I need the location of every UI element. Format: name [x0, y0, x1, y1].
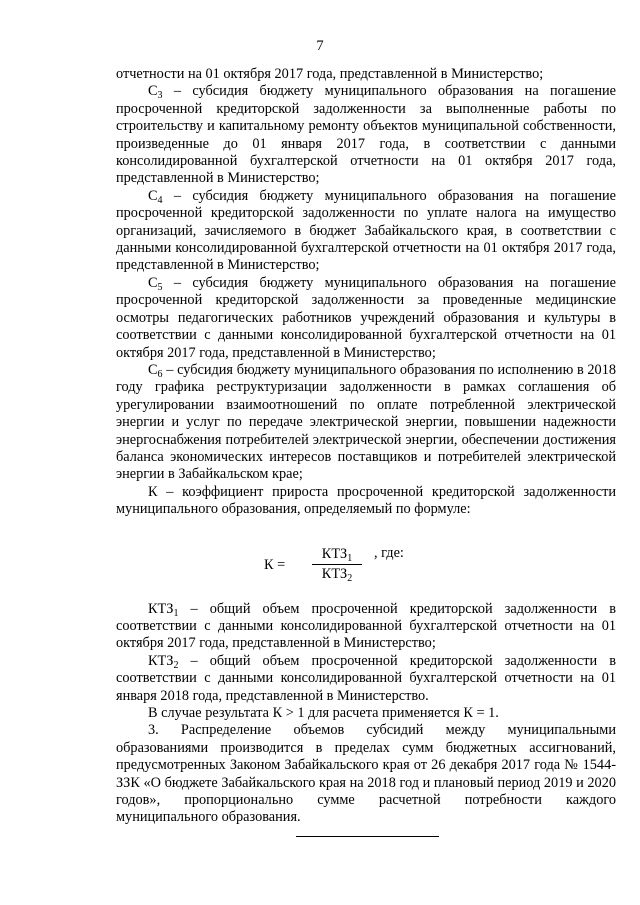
- symbol: С: [148, 274, 158, 291]
- paragraph-c4: $С_4$ – субсидия бюджету муниципального образования на погашение просроченной кредиторской задолженности по уплате налога на имущество организаций, зачисляемого в бюджет Забайкальского края, в соответствии с данными консолидированной бухгалтерской отчетности на 01 октября 2017 года, представленной в Министерство;: [116, 187, 617, 274]
- symbol: С: [148, 361, 158, 378]
- paragraph-k-definition: К – коэффициент прироста просроченной кредиторской задолженности муниципального образования, определяемый по формуле:: [116, 483, 616, 518]
- symbol: С: [148, 83, 158, 100]
- document-body: [116, 66, 616, 827]
- paragraph-c6: $С_6$ – субсидия бюджету муниципального образования по исполнению в 2018 году графика реструктуризации задолженности в рамках соглашения об урегулировании взаимоотношений по оплате потребленной электрической энергии и услуг по передаче электрической энергии, повышении надежности энергоснабжения потребителей электрической энергии, обеспечении достижения баланса экономических интересов поставщиков и потребителей электрической энергии в Забайкальском крае;: [116, 361, 616, 483]
- paragraph-k-limit: В случае результата К > 1 для расчета применяется К = 1.: [148, 705, 499, 721]
- formula-lhs: К =: [264, 556, 286, 573]
- symbol: КТЗ: [148, 600, 174, 617]
- formula-where: , где:: [374, 544, 404, 561]
- paragraph-ktz2: $КТЗ_2$ – общий объем просроченной кредиторской задолженности в соответствии с данными консолидированной бухгалтерской отчетности на 01 января 2018 года, представленной в Министерство.: [116, 652, 616, 704]
- page-number: 7: [316, 38, 324, 54]
- paragraph-c5: $С_5$ – субсидия бюджету муниципального образования на погашение просроченной кредиторской задолженности за проведенные медицинские осмотры педагогических работников учреждений образования и культуры в соответствии с данными консолидированной бухгалтерской отчетности на 01 октября 2017 года, представленной в Министерство;: [116, 274, 617, 361]
- formula-fraction: [312, 546, 362, 584]
- paragraph: отчетности на 01 октября 2017 года, представленной в Министерство;: [116, 66, 544, 82]
- symbol: С: [148, 187, 158, 204]
- paragraph-c3: $С_3$ – субсидия бюджету муниципального образования на погашение просроченной кредиторской задолженности за выполненные работы по строительству и капитальному ремонту объектов муниципальной собственности, произведенные до 01 января 2017 года, в соответствии с данными консолидированной бухгалтерской отчетности на 01 октября 2017 года, представленной в Министерство;: [116, 83, 617, 187]
- symbol: КТЗ: [148, 652, 174, 669]
- formula-numerator: $КТЗ_1$: [312, 546, 362, 565]
- formula: [116, 523, 616, 601]
- end-divider: [296, 836, 439, 837]
- formula-denominator: $КТЗ_2$: [321, 565, 353, 584]
- paragraph-ktz1: $КТЗ_1$ – общий объем просроченной кредиторской задолженности в соответствии с данными консолидированной бухгалтерской отчетности на 01 октября 2017 года, представленной в Министерство;: [116, 600, 616, 652]
- paragraph-section-3: 3. Распределение объемов субсидий между муниципальными образованиями производится в пределах сумм бюджетных ассигнований, предусмотренных Законом Забайкальского края от 26 декабря 2017 года № 1544-ЗЗК «О бюджете Забайкальского края на 2018 год и плановый период 2019 и 2020 годов», пропорционально сумме расчетной потребности каждого муниципального образования.: [116, 722, 616, 826]
